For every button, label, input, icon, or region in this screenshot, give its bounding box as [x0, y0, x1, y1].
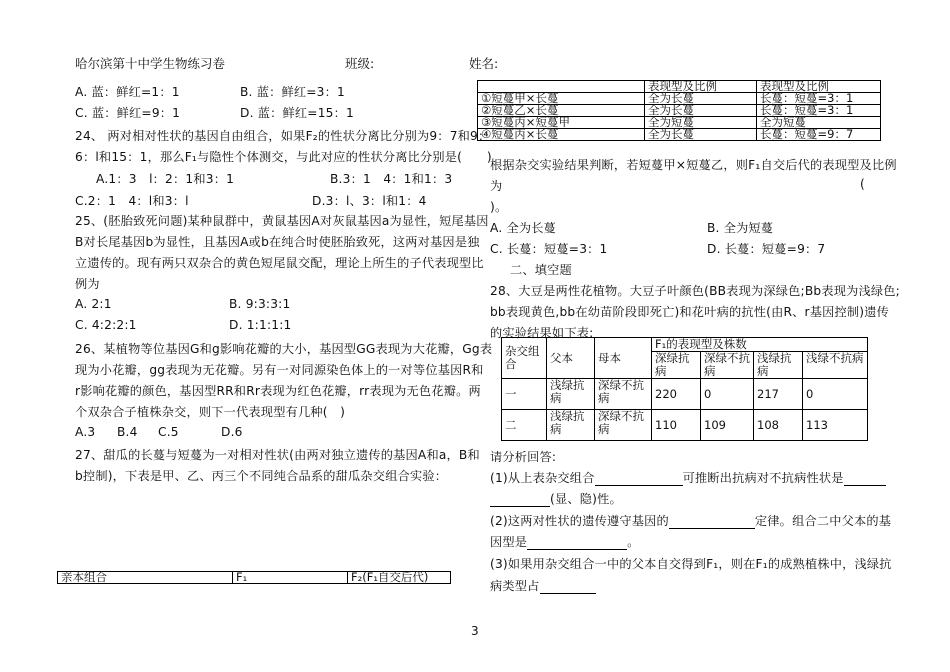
q24-text-line2: 6：l和15：1，那么F₁与隐性个体测交，与此对应的性状分离比分别是( ) — [75, 150, 492, 164]
question-1-line1 — [490, 469, 886, 486]
q27-text-line1: 27、甜瓜的长蔓与短蔓为一对相对性状(由两对独立遗传的基因A和a，B和 — [75, 448, 480, 462]
q26-option-b: B.4 — [117, 425, 138, 439]
table-cell: 长蔓：短蔓=3：1 — [757, 93, 881, 105]
q26-text-line4: 个双杂合子植株杂交，则下一代表现型有几种( ) — [75, 405, 346, 419]
table-cell: 113 — [803, 410, 868, 441]
page-number: 3 — [471, 624, 479, 638]
question-3-part-b: 病类型占 — [490, 579, 540, 593]
question-1-line2 — [490, 490, 622, 507]
q27-text-line2: b控制)，下表是甲、乙、丙三个不同纯合品系的甜瓜杂交组合实验： — [75, 469, 448, 483]
answer-blank-3[interactable] — [490, 493, 550, 507]
header-father: 父本 — [547, 338, 595, 379]
q28-text-line3: 的实验结果如下表: — [490, 326, 594, 340]
header-f1: F₁ — [233, 572, 348, 584]
table-row — [478, 129, 881, 141]
q28-text-line1: 28、大豆是两性花植物。大豆子叶颜色(BB表现为深绿色;Bb表现为浅绿色; — [490, 284, 900, 298]
header-cross: 杂交组合 — [502, 338, 547, 379]
answer-blank-6[interactable] — [540, 580, 596, 594]
question-1-part-c: (显、隐)性。 — [550, 492, 622, 506]
q27-option-c: C. 长蔓：短蔓=3：1 — [490, 242, 608, 256]
answer-blank-5[interactable] — [527, 536, 627, 550]
question-2-part-c: 因型是 — [490, 535, 528, 549]
table-row — [502, 379, 868, 410]
table-cell: ③短蔓丙×短蔓甲 — [478, 117, 645, 129]
q27-option-a: A. 全为长蔓 — [490, 221, 557, 235]
q26-option-a: A.3 — [75, 425, 96, 439]
table-cell: 长蔓：短蔓=3：1 — [757, 105, 881, 117]
q23-option-c: C. 蓝：鲜红=9：1 — [75, 106, 181, 120]
exam-title: 哈尔滨第十中学生物练习卷 — [75, 56, 226, 71]
answer-paren-open: ( — [860, 177, 865, 191]
q25-text-line3: 立遗传的。现有两只双杂合的黄色短尾鼠交配，理论上所生的子代表现型比 — [75, 256, 484, 270]
table-cell: 全为长蔓 — [645, 105, 757, 117]
table-cell: ②短蔓乙×长蔓 — [478, 105, 645, 117]
q26-option-c: C.5 — [158, 425, 179, 439]
table-cell: 二 — [502, 410, 547, 441]
cross-table-header — [57, 571, 451, 584]
table-cell: 深绿不抗病 — [595, 410, 652, 441]
table-cell: 深绿不抗病 — [595, 379, 652, 410]
header-parent-cross: 亲本组合 — [58, 572, 233, 584]
question-2-part-b: 定律。组合二中父本的基 — [754, 514, 892, 528]
header-f1: F₁的表现型及株数 — [652, 338, 868, 352]
table-cell: ④短蔓丙×长蔓 — [478, 129, 645, 141]
table-cell: 全为短蔓 — [645, 117, 757, 129]
name-label: 姓名: — [469, 56, 499, 71]
table-cell: 109 — [701, 410, 754, 441]
q23-option-a: A. 蓝：鲜红=1：1 — [75, 85, 180, 99]
q25-text-line4: 例为 — [75, 277, 100, 291]
question-2-line2 — [490, 533, 640, 550]
question-3-line1: (3)如果用杂交组合一中的父本自交得到F₁，则在F₁的成熟植株中，浅绿抗 — [490, 557, 892, 571]
q23-option-d: D. 蓝：鲜红=15：1 — [240, 106, 354, 120]
table-cell: 长蔓：短蔓=9：7 — [757, 129, 881, 141]
section-title: 二、填空题 — [510, 263, 572, 277]
table-cell: 深绿抗病 — [652, 352, 701, 379]
q27-option-d: D. 长蔓：短蔓=9：7 — [707, 242, 826, 256]
q24-option-b: B.3：1 4：1和1：3 — [330, 172, 453, 186]
header-f2: F₂(F₁自交后代) — [348, 572, 451, 584]
table-cell: 217 — [754, 379, 803, 410]
q24-option-d: D.3：l、3：l和1：4 — [312, 194, 427, 208]
table-cell: 一 — [502, 379, 547, 410]
table-cell: 浅绿不抗病 — [803, 352, 868, 379]
table-cell: 表现型及比例 — [757, 81, 881, 93]
question-2-line1 — [490, 512, 891, 529]
table-cell: ①短蔓甲×长蔓 — [478, 93, 645, 105]
q25-text-line2: B对长尾基因b为显性，且基因A或b在纯合时使胚胎致死，这两对基因是独 — [75, 235, 480, 249]
header-mother: 母本 — [595, 338, 652, 379]
table-cell: 浅绿抗病 — [547, 410, 595, 441]
q28-text-line2: bb表现黄色,bb在幼苗阶段即死亡)和花叶病的抗性(由R、r基因控制)遗传 — [490, 305, 890, 319]
cross-results-table — [477, 80, 881, 141]
q26-option-d: D.6 — [221, 425, 243, 439]
q27-question-line2: 为 — [490, 179, 503, 193]
q25-option-a: A. 2:1 — [75, 297, 112, 311]
table-cell: 全为短蔓 — [757, 117, 881, 129]
table-cell: 0 — [701, 379, 754, 410]
q26-text-line2: 现为小花瓣，gg表现为无花瓣。另有一对同源染色体上的一对等位基因R和 — [75, 363, 484, 377]
question-2-part-d: 。 — [627, 535, 640, 549]
class-label: 班级: — [345, 56, 375, 71]
table-cell: 表现型及比例 — [645, 81, 757, 93]
table-cell: 浅绿抗病 — [547, 379, 595, 410]
q24-option-c: C.2：1 4：l和3：l — [75, 194, 189, 208]
q26-text-line3: r影响花瓣的颜色，基因型RR和Rr表现为红色花瓣，rr表现为无色花瓣。两 — [75, 384, 481, 398]
answer-blank-2[interactable] — [844, 472, 886, 486]
question-1-part-a: (1)从上表杂交组合 — [490, 471, 595, 485]
q27-question-line1: 根据杂交实验结果判断，若短蔓甲×短蔓乙，则F₁自交后代的表现型及比例 — [490, 158, 897, 172]
question-1-part-b: 可推断出抗病对不抗病性状是 — [682, 471, 844, 485]
q25-text-line1: 25、(胚胎致死问题)某种鼠群中，黄鼠基因A对灰鼠基因a为显性，短尾基因 — [75, 214, 489, 228]
analysis-intro: 请分析回答: — [490, 450, 557, 464]
answer-blank-1[interactable] — [595, 472, 683, 486]
table-cell: 浅绿抗病 — [754, 352, 803, 379]
answer-blank-4[interactable] — [669, 515, 755, 529]
table-cell: 0 — [803, 379, 868, 410]
table-cell: 全为长蔓 — [645, 93, 757, 105]
soybean-table — [501, 337, 868, 441]
answer-paren-close: )。 — [490, 200, 508, 214]
question-2-part-a: (2)这两对性状的遗传遵守基因的 — [490, 514, 669, 528]
q25-option-d: D. 1:1:1:1 — [229, 318, 292, 332]
q26-text-line1: 26、某植物等位基因G和g影响花瓣的大小，基因型GG表现为大花瓣，Gg表 — [75, 342, 493, 356]
table-cell: 深绿不抗病 — [701, 352, 754, 379]
question-3-line2 — [490, 577, 596, 594]
table-row — [502, 410, 868, 441]
q27-option-b: B. 全为短蔓 — [707, 221, 774, 235]
table-cell: 108 — [754, 410, 803, 441]
q25-option-b: B. 9:3:3:1 — [229, 297, 291, 311]
q25-option-c: C. 4:2:2:1 — [75, 318, 137, 332]
table-cell: 220 — [652, 379, 701, 410]
q24-option-a: A.1：3 l：2：1和3：1 — [96, 172, 235, 186]
q24-text-line1: 24、 两对相对性状的基因自由组合，如果F₂的性状分离比分别为9：7和9： — [75, 129, 491, 143]
table-cell: 110 — [652, 410, 701, 441]
table-cell: 全为长蔓 — [645, 129, 757, 141]
q23-option-b: B. 蓝：鲜红=3：1 — [240, 85, 345, 99]
